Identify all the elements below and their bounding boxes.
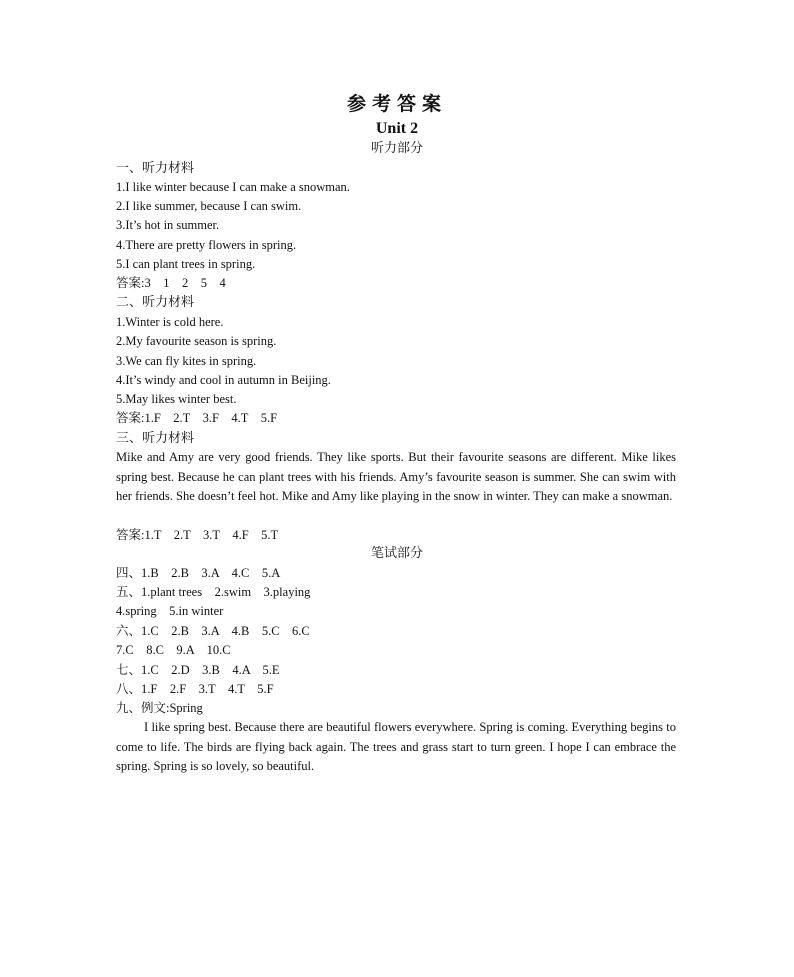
s1-item-5: 5.I can plant trees in spring. bbox=[116, 257, 256, 271]
s1-item-4: 4.There are pretty flowers in spring. bbox=[116, 238, 297, 252]
written-line-4: 四、1.B 2.B 3.A 4.C 5.A bbox=[116, 566, 281, 580]
essay-paragraph: I like spring best. Because there are beautiful flowers everywhere. Spring is coming. Everything begins to come to life. The birds are flying back again. The trees and grass start to turn green. I hope I can embrace the spring. Spring is so lovely, so beautiful. bbox=[116, 720, 676, 773]
listening-heading: 听力部分 bbox=[370, 141, 423, 156]
written-line-5b: 4.spring 5.in winter bbox=[116, 604, 224, 618]
written-line-6b: 7.C 8.C 9.A 10.C bbox=[116, 643, 231, 657]
s1-item-1: 1.I like winter because I can make a snowman. bbox=[116, 180, 350, 194]
written-line-6: 六、1.C 2.B 3.A 4.B 5.C 6.C bbox=[116, 624, 310, 638]
written-line-8: 八、1.F 2.F 3.T 4.T 5.F bbox=[116, 682, 274, 696]
section-1-title: 一、听力材料 bbox=[116, 161, 195, 176]
s1-item-2: 2.I like summer, because I can swim. bbox=[116, 199, 302, 213]
s1-item-3: 3.It’s hot in summer. bbox=[116, 218, 220, 232]
page-title: 参考答案 bbox=[346, 94, 447, 115]
written-line-7: 七、1.C 2.D 3.B 4.A 5.E bbox=[116, 663, 280, 677]
s2-answer: 答案:1.F 2.T 3.F 4.T 5.F bbox=[116, 411, 278, 425]
s2-item-2: 2.My favourite season is spring. bbox=[116, 334, 277, 348]
written-heading: 笔试部分 bbox=[370, 546, 423, 561]
s3-passage: Mike and Amy are very good friends. They like sports. But their favourite seasons are different. Mike likes spring best. Because he can plant trees with his friends. Amy’s favourite season is summer. She can swim with her friends. She doesn’t feel hot. Mike and Amy like playing in the snow in winter. They can make a snowman. bbox=[116, 450, 676, 503]
s1-answer: 答案:3 1 2 5 4 bbox=[116, 276, 226, 290]
s2-item-5: 5.May likes winter best. bbox=[116, 392, 237, 406]
s2-item-4: 4.It’s windy and cool in autumn in Beijing. bbox=[116, 373, 331, 387]
written-line-9: 九、例文:Spring bbox=[116, 701, 203, 715]
section-2-title: 二、听力材料 bbox=[116, 295, 195, 310]
s3-answer: 答案:1.T 2.T 3.T 4.F 5.T bbox=[116, 528, 279, 542]
unit-title: Unit 2 bbox=[375, 120, 419, 137]
written-line-5: 五、1.plant trees 2.swim 3.playing bbox=[116, 585, 311, 599]
s2-item-1: 1.Winter is cold here. bbox=[116, 315, 224, 329]
section-3-title: 三、听力材料 bbox=[116, 431, 195, 446]
s2-item-3: 3.We can fly kites in spring. bbox=[116, 354, 257, 368]
